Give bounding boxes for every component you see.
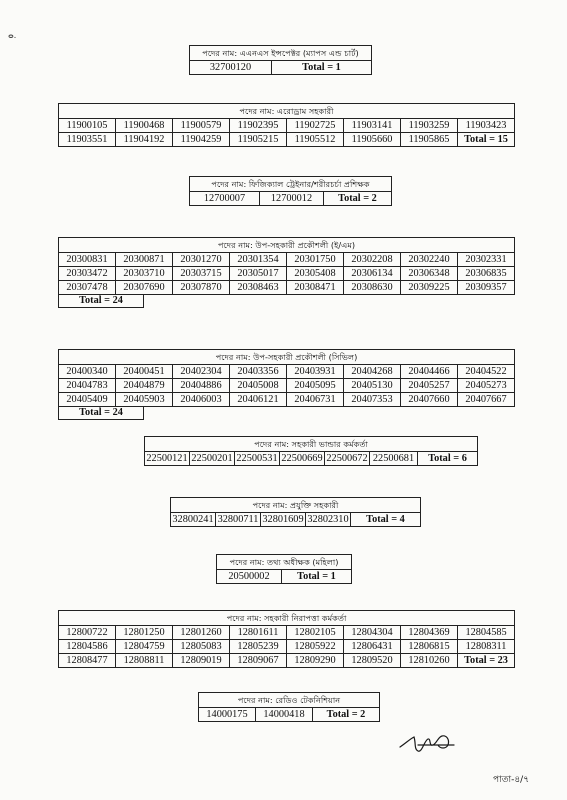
total-cell: Total = 1 xyxy=(282,570,352,584)
roll-number-cell: 11905215 xyxy=(230,133,287,147)
roll-number-cell: 20303715 xyxy=(173,267,230,281)
total-cell: Total = 1 xyxy=(272,61,372,75)
post-block-aerodrome-assistant xyxy=(58,103,515,147)
roll-number-cell: 12809067 xyxy=(230,654,287,668)
post-block-hydrologist xyxy=(189,45,372,75)
roll-number-cell: 20404879 xyxy=(116,379,173,393)
post-block-asst-store-officer xyxy=(144,436,478,466)
roll-number-cell: 20407667 xyxy=(458,393,515,407)
table-row xyxy=(59,379,515,393)
roll-number-cell: 32802310 xyxy=(307,514,349,525)
roll-number-cell: 12808477 xyxy=(59,654,116,668)
table-row xyxy=(59,626,515,640)
roll-number-cell: 11902725 xyxy=(287,119,344,133)
post-block-physical-trainer xyxy=(189,176,392,206)
roll-number-cell: 20302331 xyxy=(458,253,515,267)
roll-number-cell: 22500121 xyxy=(146,453,188,464)
roll-number-cell: 12804586 xyxy=(59,640,116,654)
roll-number-cell: 32801609 xyxy=(262,514,304,525)
roll-number-cell: 11900468 xyxy=(116,119,173,133)
roll-number-cell: 11904259 xyxy=(173,133,230,147)
roll-number-cell: 20302240 xyxy=(401,253,458,267)
roll-number-cell: 11900105 xyxy=(59,119,116,133)
roll-number-cell: 22500681 xyxy=(370,452,418,466)
signature-image xyxy=(398,733,456,755)
roll-number-cell: 11905512 xyxy=(287,133,344,147)
post-title: পদের নাম: তথ্য অধীক্ষক (মহিলা) xyxy=(217,555,352,570)
roll-number-cell: 12801611 xyxy=(230,626,287,640)
roll-number-cell: 20303472 xyxy=(59,267,116,281)
roll-number-cell: 20407660 xyxy=(401,393,458,407)
roll-number-cell: 12802105 xyxy=(287,626,344,640)
post-block-sub-asst-engineer-em xyxy=(58,237,515,306)
roll-number-cell: 20309225 xyxy=(401,281,458,295)
table-row xyxy=(217,570,352,584)
total-cell: Total = 24 xyxy=(58,406,144,420)
roll-number-cell: 12809290 xyxy=(287,654,344,668)
total-cell: Total = 6 xyxy=(418,452,478,466)
roll-number-cell: 20405008 xyxy=(230,379,287,393)
post-title: পদের নাম: সহকারী ভান্ডার কর্মকর্তা xyxy=(145,437,478,452)
roll-table xyxy=(58,610,515,668)
roll-table xyxy=(58,349,515,407)
roll-number-cell: 12805239 xyxy=(230,640,287,654)
roll-number-cell: 20308463 xyxy=(230,281,287,295)
roll-number-cell: 20303710 xyxy=(116,267,173,281)
stray-mark: ⴰ. xyxy=(8,30,17,40)
table-row xyxy=(59,119,515,133)
roll-number-cell: 11903423 xyxy=(458,119,515,133)
roll-number-cell: 12804304 xyxy=(344,626,401,640)
roll-number-cell: 12808311 xyxy=(458,640,515,654)
roll-number-cell: 11905660 xyxy=(344,133,401,147)
roll-number-cell: 20301750 xyxy=(287,253,344,267)
table-row xyxy=(59,253,515,267)
roll-number-cell: 12700007 xyxy=(190,192,260,206)
roll-number-cell: 20308471 xyxy=(287,281,344,295)
roll-number-cell: 20405257 xyxy=(401,379,458,393)
post-title: পদের নাম: প্রযুক্তি সহকারী xyxy=(171,498,421,513)
roll-number-cell: 12809019 xyxy=(173,654,230,668)
post-title: পদের নাম: ফিজিক্যাল ট্রেইনার/শরীরচর্চা প্রশিক্ষক xyxy=(190,177,392,192)
roll-number-cell: 20309357 xyxy=(458,281,515,295)
post-block-radio-technician xyxy=(198,692,380,722)
roll-table xyxy=(58,237,515,295)
roll-number-cell: 20306134 xyxy=(344,267,401,281)
roll-number-cell: 20406003 xyxy=(173,393,230,407)
roll-number-cell: 12805922 xyxy=(287,640,344,654)
roll-number-cell: 14000175 xyxy=(199,708,256,722)
roll-number-cell: 20300871 xyxy=(116,253,173,267)
post-title: পদের নাম: উপ-সহকারী প্রকৌশলী (সিভিল) xyxy=(59,350,515,365)
table-row xyxy=(190,61,372,75)
table-row xyxy=(59,365,515,379)
total-cell: Total = 15 xyxy=(458,133,515,147)
roll-number-cell: 20400451 xyxy=(116,365,173,379)
post-title: পদের নাম: এএনএস ইন্সপেক্টর (ম্যাপস এন্ড চার্ট) xyxy=(190,46,372,61)
roll-number-cell: 20306835 xyxy=(458,267,515,281)
table-row xyxy=(145,452,478,466)
table-row xyxy=(190,192,392,206)
table-row xyxy=(59,393,515,407)
post-title: পদের নাম: এরোড্রাম সহকারী xyxy=(59,104,515,119)
roll-number-cell: 20300831 xyxy=(59,253,116,267)
roll-number-cell: 20307478 xyxy=(59,281,116,295)
roll-number-cell: 22500531 xyxy=(236,453,278,464)
total-cell: Total = 4 xyxy=(351,513,421,527)
total-cell: Total = 24 xyxy=(58,294,144,308)
roll-number-cell: 12806431 xyxy=(344,640,401,654)
roll-number-cell: 20301270 xyxy=(173,253,230,267)
roll-number-cell: 12806815 xyxy=(401,640,458,654)
roll-number-cell: 20307690 xyxy=(116,281,173,295)
roll-number-cell: 12801250 xyxy=(116,626,173,640)
roll-number-cell: 20406121 xyxy=(230,393,287,407)
roll-number-cell: 20500002 xyxy=(217,570,282,584)
roll-number-cell: 12700012 xyxy=(260,192,324,206)
roll-number-cell: 12810260 xyxy=(401,654,458,668)
roll-number-cell: 20406731 xyxy=(287,393,344,407)
roll-number-cell: 12808811 xyxy=(116,654,173,668)
roll-number-cell: 32700120 xyxy=(190,61,272,75)
roll-table xyxy=(144,436,478,466)
roll-number-cell: 20302208 xyxy=(344,253,401,267)
roll-number-cell: 12801260 xyxy=(173,626,230,640)
roll-number-cell: 20403356 xyxy=(230,365,287,379)
roll-number-cell: 20404268 xyxy=(344,365,401,379)
post-block-info-supervisor xyxy=(216,554,352,584)
table-row xyxy=(59,133,515,147)
roll-number-cell: 20404783 xyxy=(59,379,116,393)
post-block-sub-asst-engineer-civil xyxy=(58,349,515,418)
roll-number-cell: 12804369 xyxy=(401,626,458,640)
roll-number-cell: 11900579 xyxy=(173,119,230,133)
roll-table xyxy=(198,692,380,722)
roll-number-cell: 12804585 xyxy=(458,626,515,640)
roll-number-cell: 32800241 xyxy=(172,514,214,525)
roll-table xyxy=(58,103,515,147)
roll-number-cell: 20405903 xyxy=(116,393,173,407)
roll-number-cell: 22500201 xyxy=(191,453,233,464)
roll-number-cell: 20405095 xyxy=(287,379,344,393)
post-block-tech-assistant xyxy=(170,497,421,527)
roll-number-cell: 20402304 xyxy=(173,365,230,379)
total-cell: Total = 2 xyxy=(313,708,380,722)
roll-number-cell: 20305017 xyxy=(230,267,287,281)
roll-number-cell: 12804759 xyxy=(116,640,173,654)
roll-number-cell: 20407353 xyxy=(344,393,401,407)
roll-number-cell: 11903141 xyxy=(344,119,401,133)
roll-number-cell: 20308630 xyxy=(344,281,401,295)
roll-number-cell: 20405273 xyxy=(458,379,515,393)
page-number: পাতা-৪/৭ xyxy=(493,775,530,785)
roll-number-cell: 20405130 xyxy=(344,379,401,393)
roll-number-cell: 11903551 xyxy=(59,133,116,147)
roll-number-cell: 12805083 xyxy=(173,640,230,654)
total-cell: Total = 2 xyxy=(324,192,392,206)
roll-number-cell: 14000418 xyxy=(256,708,313,722)
roll-number-cell: 11903259 xyxy=(401,119,458,133)
roll-number-cell: 20306348 xyxy=(401,267,458,281)
roll-number-cell: 11902395 xyxy=(230,119,287,133)
roll-number-cell: 12809520 xyxy=(344,654,401,668)
roll-number-cell: 20307870 xyxy=(173,281,230,295)
table-row xyxy=(199,708,380,722)
roll-table xyxy=(216,554,352,584)
roll-number-cell: 11904192 xyxy=(116,133,173,147)
post-block-asst-security-officer xyxy=(58,610,515,668)
table-row xyxy=(59,267,515,281)
roll-number-cell: 22500672 xyxy=(326,453,368,464)
roll-number-cell: 20400340 xyxy=(59,365,116,379)
roll-table xyxy=(189,176,392,206)
roll-number-cell: 20404522 xyxy=(458,365,515,379)
total-cell: Total = 23 xyxy=(458,654,515,668)
roll-number-cell: 20404466 xyxy=(401,365,458,379)
roll-table xyxy=(189,45,372,75)
table-row xyxy=(59,281,515,295)
roll-number-cell: 20403931 xyxy=(287,365,344,379)
post-title: পদের নাম: সহকারী নিরাপত্তা কর্মকর্তা xyxy=(59,611,515,626)
table-row xyxy=(59,654,515,668)
roll-number-cell: 32800711 xyxy=(216,513,261,527)
roll-table xyxy=(170,497,421,527)
roll-number-cell: 20301354 xyxy=(230,253,287,267)
roll-number-cell: 20305408 xyxy=(287,267,344,281)
table-row xyxy=(59,640,515,654)
post-title: পদের নাম: রেডিও টেকনিশিয়ান xyxy=(199,693,380,708)
roll-number-cell: 11905865 xyxy=(401,133,458,147)
table-row xyxy=(171,513,421,527)
roll-number-cell: 12800722 xyxy=(59,626,116,640)
roll-number-cell: 22500669 xyxy=(281,453,323,464)
roll-number-cell: 20405409 xyxy=(59,393,116,407)
post-title: পদের নাম: উপ-সহকারী প্রকৌশলী (ই/এম) xyxy=(59,238,515,253)
roll-number-cell: 20404886 xyxy=(173,379,230,393)
